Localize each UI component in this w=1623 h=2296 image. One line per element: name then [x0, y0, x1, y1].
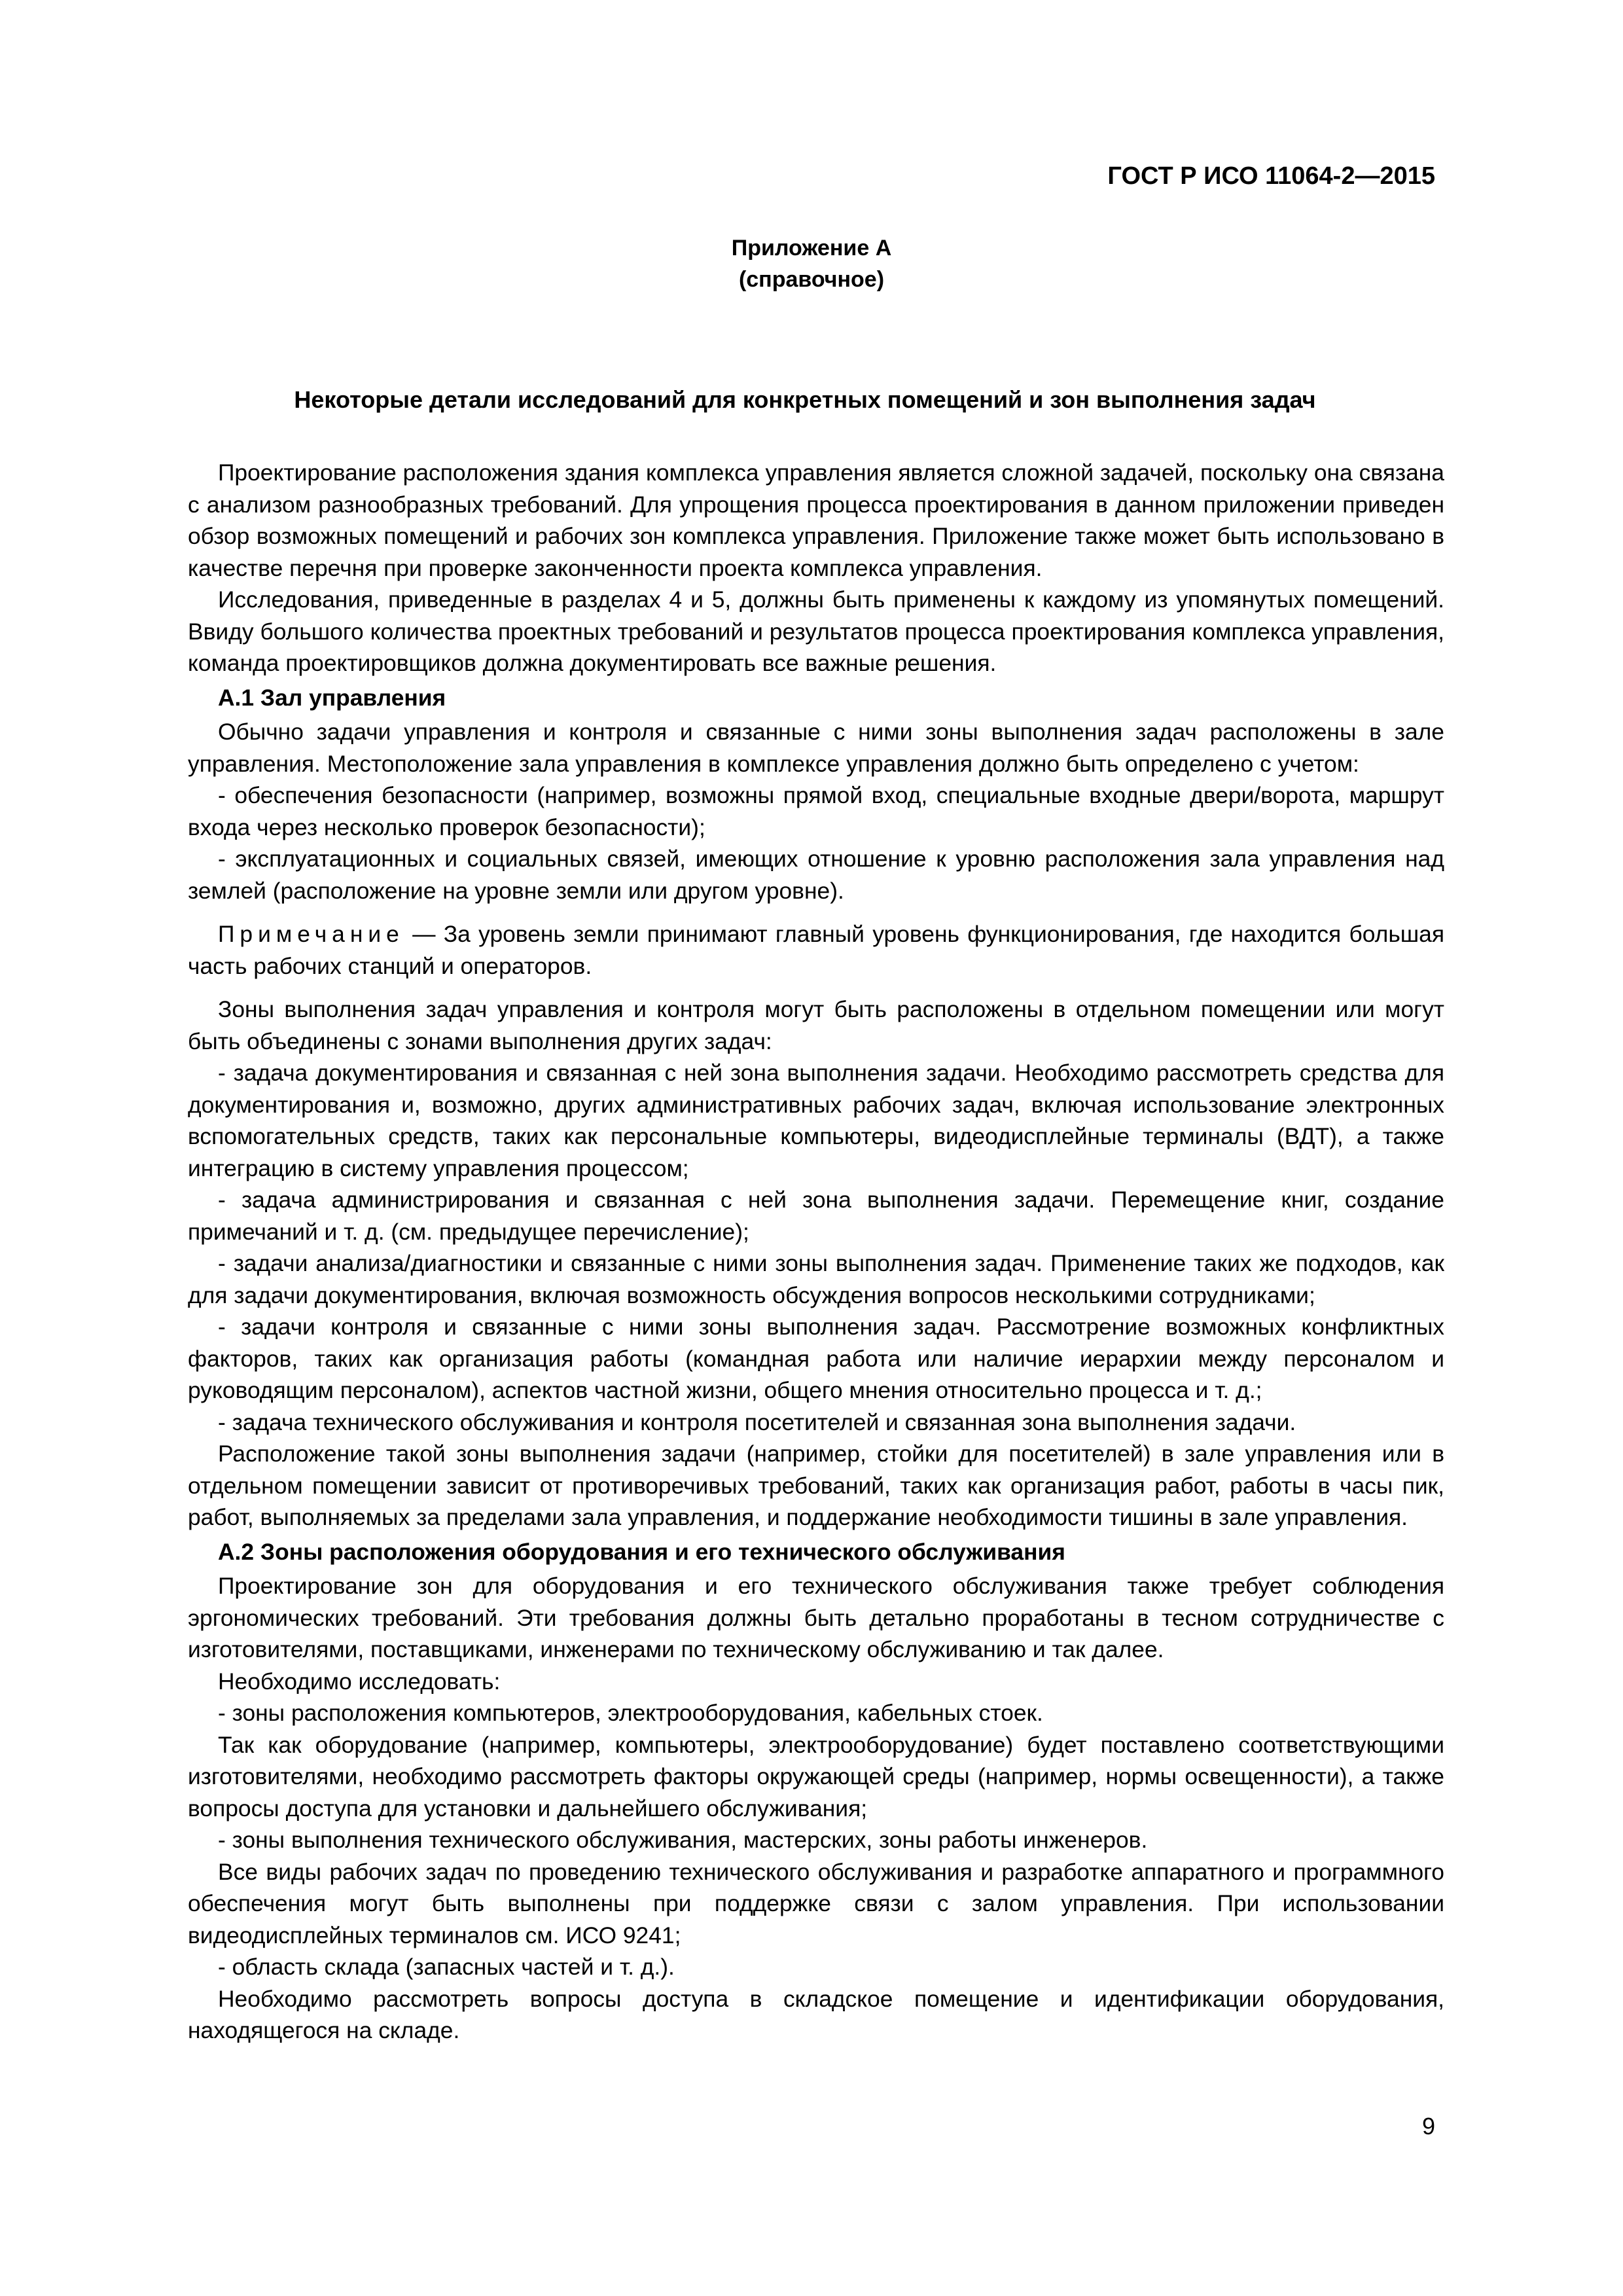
paragraph: Необходимо рассмотреть вопросы доступа в складское помещение и идентификации оборудования, находящегося на складе.: [188, 1985, 1444, 2043]
paragraph: Все виды рабочих задач по проведению технического обслуживания и разработке аппаратного и программного обеспечения могут быть выполнены при поддержке связи с залом управления. При использовании видеодисплейных терминалов см. ИСО 9241;: [188, 1858, 1444, 1948]
paragraph: Зоны выполнения задач управления и контроля могут быть расположены в отдельном помещении или могут быть объединены с зонами выполнения других задач:: [188, 996, 1444, 1054]
annex-heading: [0, 232, 1623, 295]
section-heading-a1: А.1 Зал управления: [218, 684, 446, 711]
list-item: - задачи анализа/диагностики и связанные с ними зоны выполнения задач. Применение таких же подходов, как для задачи документирования, включая возможность обсуждения вопросов несколькими сотрудниками;: [188, 1250, 1444, 1308]
list-item: - задача технического обслуживания и контроля посетителей и связанная зона выполнения задачи.: [218, 1408, 1296, 1435]
list-item: - обеспечения безопасности (например, возможны прямой вход, специальные входные двери/ворота, маршрут входа через несколько проверок безопасности);: [188, 782, 1444, 840]
paragraph: Обычно задачи управления и контроля и связанные с ними зоны выполнения задач расположены в зале управления. Местоположение зала управления в комплексе управления должно быть определено с учетом:: [188, 719, 1444, 777]
list-item: - зоны расположения компьютеров, электрооборудования, кабельных стоек.: [218, 1700, 1043, 1726]
list-item: - эксплуатационных и социальных связей, имеющих отношение к уровню расположения зала управления над землей (расположение на уровне земли или другом уровне).: [188, 846, 1444, 904]
list-item: - область склада (запасных частей и т. д.).: [218, 1954, 675, 1980]
note-label: Примечание: [218, 921, 404, 947]
list-item: - задача документирования и связанная с ней зона выполнения задачи. Необходимо рассмотреть средства для документирования и, возможно, других административных рабочих задач, включая использование электронных вспомогательных средств, таких как персональные компьютеры, видеодисплейные терминалы (ВДТ), а также интеграцию в систему управления процессом;: [188, 1060, 1444, 1181]
document-code: ГОСТ Р ИСО 11064-2—2015: [1107, 162, 1435, 190]
paragraph: Расположение такой зоны выполнения задачи (например, стойки для посетителей) в зале управления или в отдельном помещении зависит от противоречивых требований, таких как организация работ, работы в часы пик, работ, выполняемых за пределами зала управления, и поддержание необходимости тишины в зале управления.: [188, 1441, 1444, 1530]
list-item: - задачи контроля и связанные с ними зоны выполнения задач. Рассмотрение возможных конфликтных факторов, таких как организация работы (командная работа или наличие иерархии между персоналом и руководящим персоналом), аспектов частной жизни, общего мнения относительно процесса и т. д.;: [188, 1314, 1444, 1403]
annex-main-title: Некоторые детали исследований для конкретных помещений и зон выполнения задач: [294, 386, 1316, 413]
section-heading-a2: А.2 Зоны расположения оборудования и его технического обслуживания: [218, 1538, 1065, 1565]
annex-type: (справочное): [738, 267, 885, 292]
note-text: — За уровень земли принимают главный уровень функционирования, где находится большая часть рабочих станций и операторов.: [188, 921, 1444, 979]
paragraph: Так как оборудование (например, компьютеры, электрооборудование) будет поставлено соответствующими изготовителями, необходимо рассмотреть факторы окружающей среды (например, нормы освещенности), а также вопросы доступа для установки и дальнейшего обслуживания;: [188, 1731, 1444, 1821]
annex-title: Приложение А: [731, 236, 892, 260]
paragraph: Необходимо исследовать:: [218, 1668, 501, 1695]
paragraph: Проектирование зон для оборудования и его технического обслуживания также требует соблюдения эргономических требований. Эти требования должны быть детально проработаны в тесном сотрудничестве с изготовителями, поставщиками, инженерами по техническому обслуживанию и так далее.: [188, 1573, 1444, 1662]
page-number: 9: [1421, 2113, 1435, 2140]
document-body: [188, 457, 1444, 2047]
note: [188, 918, 1444, 982]
list-item: - зоны выполнения технического обслуживания, мастерских, зоны работы инженеров.: [218, 1827, 1148, 1853]
intro-paragraph: Проектирование расположения здания комплекса управления является сложной задачей, поскольку она связана с анализом разнообразных требований. Для упрощения процесса проектирования в данном приложении приведен обзор возможных помещений и рабочих зон комплекса управления. Приложение также может быть использовано в качестве перечня при проверке законченности проекта комплекса управления.: [188, 459, 1444, 581]
list-item: - задача администрирования и связанная с ней зона выполнения задачи. Перемещение книг, создание примечаний и т. д. (см. предыдущее перечисление);: [188, 1187, 1444, 1245]
intro-paragraph: Исследования, приведенные в разделах 4 и 5, должны быть применены к каждому из упомянутых помещений. Ввиду большого количества проектных требований и результатов процесса проектирования комплекса управления, команда проектировщиков должна документировать все важные решения.: [188, 586, 1444, 676]
